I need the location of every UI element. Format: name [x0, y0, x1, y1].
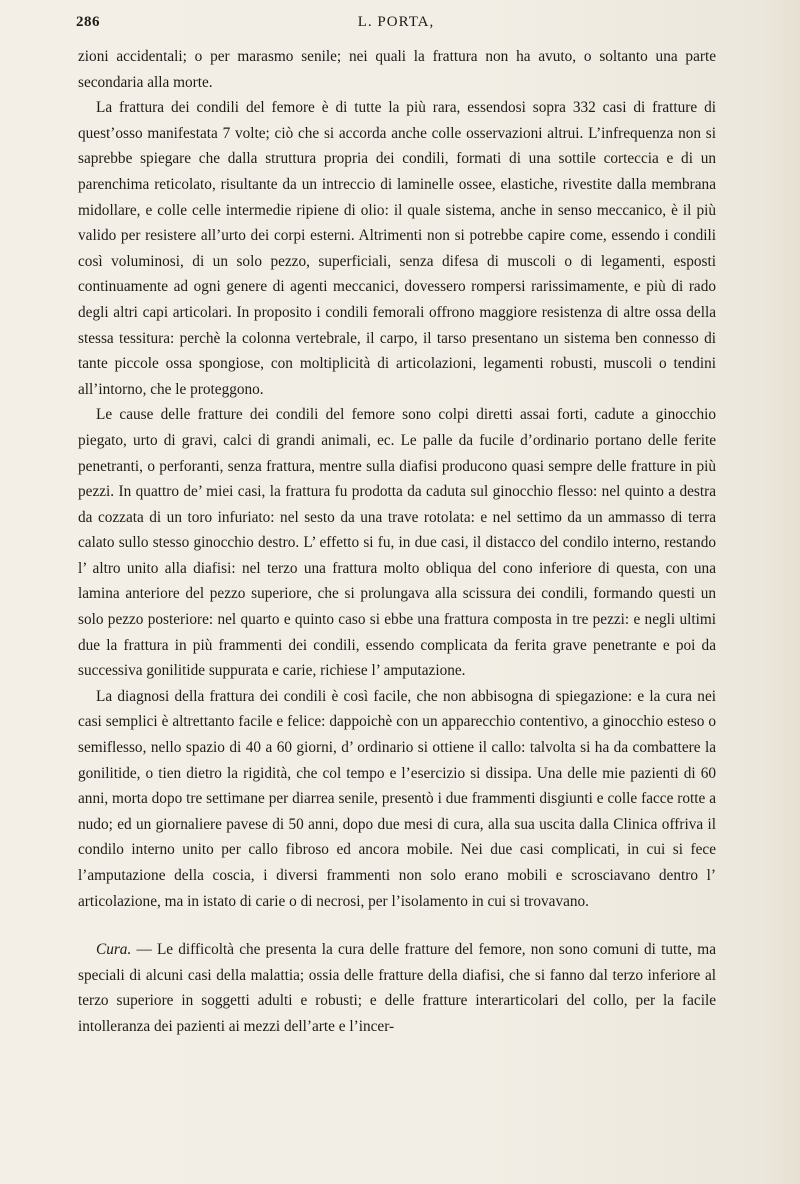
cura-text: — Le difficoltà che presenta la cura delle fratture del femore, non sono comuni di tutte, ma speciali di alcuni casi della malattia; ossia delle fratture della diafisi, che si fanno dal terzo inferiore al terzo superiore in soggetti adulti e robusti; e delle fratture interarticolari del collo, per la facile intolleranza dei pazienti ai mezzi dell’arte e l’incer- — [78, 941, 716, 1035]
section-title-cura: Cura. — [96, 941, 132, 959]
paragraph-diagnosis: La diagnosi della frattura dei condili è così facile, che non abbisogna di spiegazione: e la cura nei casi semplici è altrettanto facile e felice: dappoichè con un apparecchio contentivo, a ginocchio esteso o semiflesso, nello spazio di 40 a 60 giorni, d’ ordinario si ottiene il callo: talvolta si ha da combattere la gonilitide, o tien dietro la rigidità, che col tempo e l’esercizio si dissipa. Una delle mie pazienti di 60 anni, morta dopo tre settimane per diarrea senile, presentò i due frammenti disgiunti e colle facce rotte a nudo; ed un giornaliere pavese di 50 anni, dopo due mesi di cura, alla sua uscita dalla Clinica offriva il condilo interno unito per callo fibroso ed ancora mobile. Nei due casi complicati, in cui si fece l’amputazione della coscia, i diversi frammenti non solo erano mobili e scrosciavano dentro l’ articolazione, ma in istato di carie o di necrosi, per l’isolamento in cui si trovavano. — [78, 687, 716, 910]
body-text — [78, 44, 716, 1040]
paragraph-continuation: zioni accidentali; o per marasmo senile; nei quali la frattura non ha avuto, o soltanto una parte secondaria alla morte. — [78, 48, 716, 91]
paragraph-causes: Le cause delle fratture dei condili del femore sono colpi diretti assai forti, cadute a ginocchio piegato, urto di gravi, calci di grandi animali, ec. Le palle da fucile d’ordinario portano delle ferite penetranti, o perforanti, senza frattura, mentre sulla diafisi producono quasi sempre delle fratture in più pezzi. In quattro de’ miei casi, la frattura fu prodotta da caduta sul ginocchio flesso: nel quinto a destra da cozzata di un toro infuriato: nel sesto da una trave rotolata: e nel settimo da un ammasso di terra calato sullo stesso ginocchio destro. L’ effetto si fu, in due casi, il distacco del condilo interno, restando l’ altro unito alla diafisi: nel terzo una frattura molto obliqua del cono inferiore di questa, con una lamina anteriore del pezzo superiore, che si prolungava alla scissura dei condili, formando questi un solo pezzo posteriore: nel quarto e quinto caso si ebbe una frattura composta in tre pezzi: e negli ultimi due la frattura in più frammenti dei condili, essendo complicata da ferita grave penetrante e poi da successiva gonilitide suppurata e carie, richiese l’ amputazione. — [78, 406, 716, 680]
page-number: 286 — [76, 14, 100, 30]
page-header — [76, 14, 716, 36]
running-head: L. PORTA, — [357, 14, 435, 30]
paragraph-cura — [78, 937, 716, 1039]
paragraph-rarity: La frattura dei condili del femore è di tutte la più rara, essendosi sopra 332 casi di fratture di quest’osso manifestata 7 volte; ciò che si accorda anche colle osservazioni altrui. L’infrequenza non si saprebbe spiegare che dalla struttura propria dei condili, formati di una sottile corteccia e di un parenchima reticolato, risultante da un intreccio di laminelle ossee, elastiche, rivestite dalla membrana midollare, e colle celle intermedie ripiene di olio: il quale sistema, anche in senso meccanico, è il più valido per resistere all’urto dei corpi esterni. Altrimenti non si potrebbe capire come, essendo i condili così voluminosi, di un solo pezzo, superficiali, senza difesa di muscoli o di legamenti, esposti continuamente ad ogni genere di agenti meccanici, dovessero rompersi rarissimamente, e più di rado degli altri capi articolari. In proposito i condili femorali offrono maggiore resistenza di altre ossa della stessa tessitura: perchè la colonna vertebrale, il carpo, il tarso presentano un sistema ben connesso di tante piccole ossa spongiose, con moltiplicità di articolazioni, legamenti robusti, muscoli o tendini all’intorno, che le proteggono. — [78, 99, 716, 398]
